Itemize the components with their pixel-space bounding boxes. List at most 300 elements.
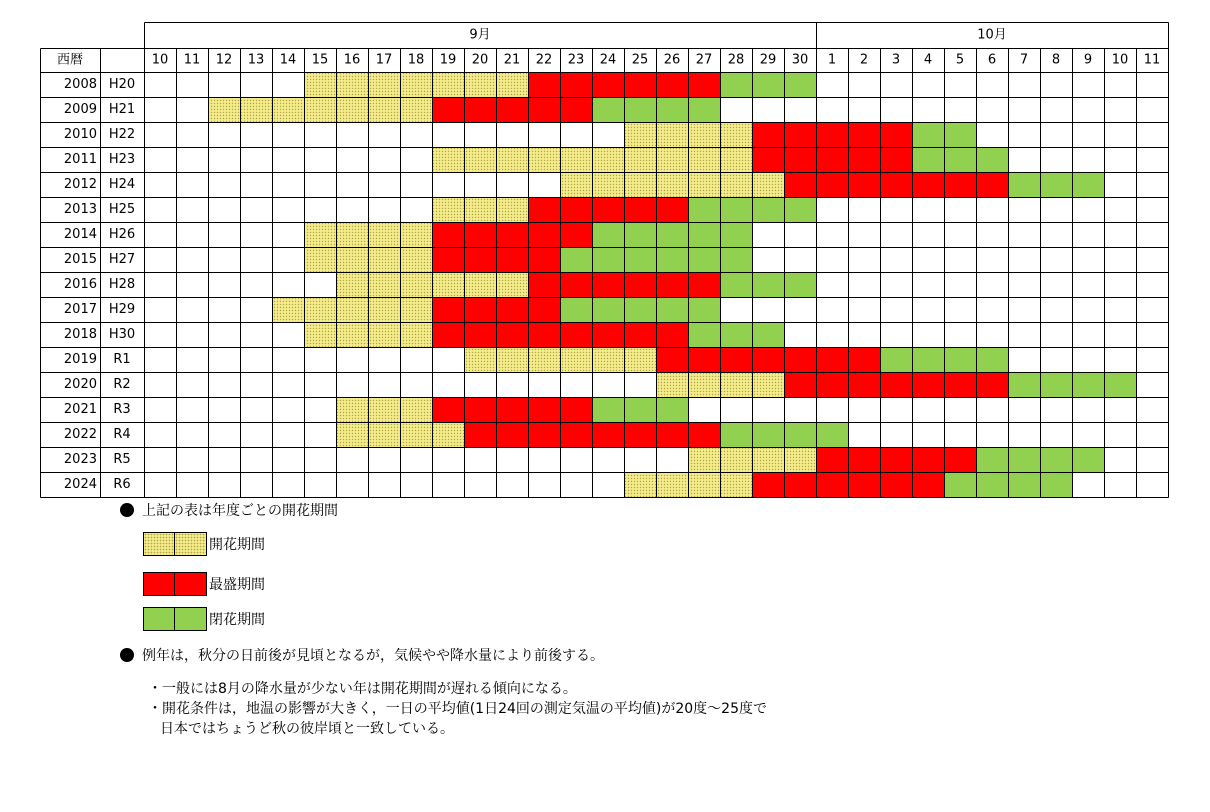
day-label: 30 <box>791 52 809 68</box>
note-bullet-1 <box>120 500 338 520</box>
legend-swatch-green <box>143 607 175 631</box>
peak-cell <box>720 347 752 372</box>
bloom-cell <box>272 297 304 322</box>
peak-cell <box>560 322 592 347</box>
bloom-cell <box>496 197 528 222</box>
bloom-cell <box>624 172 656 197</box>
bloom-cell <box>400 297 432 322</box>
era-label: H25 <box>108 202 136 217</box>
legend-red <box>143 572 265 596</box>
day-label: 25 <box>631 52 649 68</box>
closing-cell <box>656 397 688 422</box>
closing-cell <box>1104 372 1136 397</box>
year-label: 2021 <box>63 402 97 417</box>
note-bullet-2 <box>120 645 604 665</box>
bloom-cell <box>528 147 560 172</box>
bloom-cell <box>656 147 688 172</box>
bloom-cell <box>304 297 336 322</box>
bloom-cell <box>304 322 336 347</box>
bloom-cell <box>752 172 784 197</box>
day-label: 12 <box>215 52 233 68</box>
peak-cell <box>848 447 880 472</box>
peak-cell <box>464 322 496 347</box>
bloom-cell <box>560 347 592 372</box>
peak-cell <box>752 347 784 372</box>
closing-cell <box>976 447 1008 472</box>
bloom-cell <box>432 422 464 447</box>
bloom-cell <box>784 447 816 472</box>
era-label: R5 <box>113 452 131 467</box>
day-label: 20 <box>471 52 489 68</box>
peak-cell <box>624 422 656 447</box>
closing-cell <box>624 247 656 272</box>
day-label: 28 <box>727 52 745 68</box>
closing-cell <box>816 422 848 447</box>
peak-cell <box>752 147 784 172</box>
peak-cell <box>496 397 528 422</box>
bloom-cell <box>368 247 400 272</box>
peak-cell <box>688 347 720 372</box>
bloom-cell <box>336 297 368 322</box>
closing-cell <box>944 472 976 497</box>
bloom-cell <box>464 147 496 172</box>
day-label: 27 <box>695 52 713 68</box>
day-label: 22 <box>535 52 553 68</box>
year-label: 2017 <box>63 302 97 317</box>
bloom-cell <box>720 472 752 497</box>
peak-cell <box>880 447 912 472</box>
peak-cell <box>880 122 912 147</box>
bloom-cell <box>688 172 720 197</box>
closing-cell <box>976 472 1008 497</box>
peak-cell <box>816 172 848 197</box>
era-label: R3 <box>113 402 131 417</box>
note-sub-3: 日本ではちょうど秋の彼岸頃と一致している。 <box>160 721 454 737</box>
era-label: H21 <box>108 102 136 117</box>
bloom-cell <box>368 397 400 422</box>
peak-cell <box>880 472 912 497</box>
closing-cell <box>976 347 1008 372</box>
bloom-cell <box>688 472 720 497</box>
year-label: 2024 <box>63 477 97 492</box>
era-label: H29 <box>108 302 136 317</box>
era-label: H30 <box>108 327 136 342</box>
bloom-cell <box>240 97 272 122</box>
bloom-cell <box>368 97 400 122</box>
peak-cell <box>848 472 880 497</box>
day-label: 19 <box>439 52 457 68</box>
peak-cell <box>944 172 976 197</box>
closing-cell <box>1040 447 1072 472</box>
peak-cell <box>784 472 816 497</box>
day-label: 26 <box>663 52 681 68</box>
peak-cell <box>624 72 656 97</box>
legend-swatch-red <box>175 572 207 596</box>
peak-cell <box>432 247 464 272</box>
closing-cell <box>944 347 976 372</box>
bloom-cell <box>464 72 496 97</box>
bloom-cell <box>208 97 240 122</box>
note-sub-2: ・開花条件は，地温の影響が大きく，一日の平均値(1日24回の測定気温の平均値)が20度～25度で <box>148 701 767 717</box>
peak-cell <box>816 372 848 397</box>
closing-cell <box>624 97 656 122</box>
day-label: 18 <box>407 52 425 68</box>
bloom-cell <box>560 147 592 172</box>
bloom-cell <box>368 422 400 447</box>
legend-swatch-red <box>143 572 175 596</box>
bloom-cell <box>688 122 720 147</box>
peak-cell <box>496 222 528 247</box>
closing-cell <box>784 72 816 97</box>
closing-cell <box>1040 372 1072 397</box>
peak-cell <box>464 247 496 272</box>
peak-cell <box>816 347 848 372</box>
peak-cell <box>656 272 688 297</box>
day-label: 10 <box>151 52 169 68</box>
peak-cell <box>912 447 944 472</box>
peak-cell <box>560 72 592 97</box>
legend-swatch-yellow <box>143 532 175 556</box>
closing-cell <box>624 397 656 422</box>
peak-cell <box>496 422 528 447</box>
bloom-cell <box>720 447 752 472</box>
bloom-cell <box>752 372 784 397</box>
peak-cell <box>464 297 496 322</box>
bloom-cell <box>400 222 432 247</box>
peak-cell <box>592 72 624 97</box>
legend-label: 最盛期間 <box>209 577 265 593</box>
closing-cell <box>720 322 752 347</box>
bloom-cell <box>624 472 656 497</box>
closing-cell <box>784 272 816 297</box>
bloom-cell <box>432 197 464 222</box>
day-label: 3 <box>891 52 901 68</box>
peak-cell <box>784 172 816 197</box>
bloom-cell <box>656 472 688 497</box>
closing-cell <box>688 297 720 322</box>
peak-cell <box>848 147 880 172</box>
legend-label: 閉花期間 <box>209 612 265 628</box>
bloom-cell <box>400 422 432 447</box>
peak-cell <box>528 97 560 122</box>
legend-label: 開花期間 <box>209 537 265 553</box>
bullet-icon <box>120 648 134 662</box>
peak-cell <box>432 222 464 247</box>
peak-cell <box>592 422 624 447</box>
peak-cell <box>880 147 912 172</box>
bloom-cell <box>432 72 464 97</box>
bloom-cell <box>560 172 592 197</box>
year-label: 2020 <box>63 377 97 392</box>
bloom-cell <box>496 347 528 372</box>
era-label: H26 <box>108 227 136 242</box>
bloom-cell <box>400 397 432 422</box>
era-label: H22 <box>108 127 136 142</box>
closing-cell <box>752 422 784 447</box>
closing-cell <box>656 222 688 247</box>
peak-cell <box>656 72 688 97</box>
note-text-1: 上記の表は年度ごとの開花期間 <box>142 503 338 519</box>
closing-cell <box>720 222 752 247</box>
closing-cell <box>1072 172 1104 197</box>
year-label: 2011 <box>63 152 97 167</box>
bloom-cell <box>400 72 432 97</box>
day-label: 14 <box>279 52 297 68</box>
peak-cell <box>496 247 528 272</box>
peak-cell <box>912 472 944 497</box>
peak-cell <box>752 122 784 147</box>
closing-cell <box>1040 172 1072 197</box>
closing-cell <box>1008 472 1040 497</box>
bloom-cell <box>592 347 624 372</box>
closing-cell <box>688 322 720 347</box>
bloom-cell <box>336 272 368 297</box>
peak-cell <box>784 122 816 147</box>
peak-cell <box>784 372 816 397</box>
closing-cell <box>912 147 944 172</box>
peak-cell <box>592 322 624 347</box>
month-label-sep: 9月 <box>469 27 491 43</box>
day-label: 7 <box>1019 52 1029 68</box>
closing-cell <box>1072 447 1104 472</box>
peak-cell <box>432 97 464 122</box>
day-label: 17 <box>375 52 393 68</box>
peak-cell <box>432 397 464 422</box>
bloom-cell <box>624 147 656 172</box>
closing-cell <box>592 222 624 247</box>
day-label: 6 <box>987 52 997 68</box>
era-label: R2 <box>113 377 131 392</box>
bloom-cell <box>304 247 336 272</box>
era-label: H23 <box>108 152 136 167</box>
year-label: 2015 <box>63 252 97 267</box>
day-label: 13 <box>247 52 265 68</box>
day-label: 8 <box>1051 52 1061 68</box>
peak-cell <box>496 297 528 322</box>
bloom-cell <box>592 172 624 197</box>
day-label: 10 <box>1111 52 1129 68</box>
bloom-cell <box>720 172 752 197</box>
closing-cell <box>592 97 624 122</box>
closing-cell <box>592 397 624 422</box>
bloom-cell <box>272 97 304 122</box>
peak-cell <box>464 422 496 447</box>
peak-cell <box>816 447 848 472</box>
legend-green <box>143 607 265 631</box>
bloom-cell <box>720 122 752 147</box>
bloom-cell <box>336 397 368 422</box>
closing-cell <box>944 122 976 147</box>
bloom-cell <box>720 372 752 397</box>
day-label: 15 <box>311 52 329 68</box>
closing-cell <box>1008 172 1040 197</box>
peak-cell <box>560 97 592 122</box>
closing-cell <box>720 247 752 272</box>
closing-cell <box>720 72 752 97</box>
peak-cell <box>528 222 560 247</box>
bloom-cell <box>336 72 368 97</box>
closing-cell <box>976 147 1008 172</box>
closing-cell <box>944 147 976 172</box>
bloom-cell <box>400 97 432 122</box>
peak-cell <box>528 297 560 322</box>
closing-cell <box>656 297 688 322</box>
peak-cell <box>464 97 496 122</box>
peak-cell <box>688 272 720 297</box>
closing-cell <box>688 97 720 122</box>
peak-cell <box>656 197 688 222</box>
peak-cell <box>656 422 688 447</box>
peak-cell <box>848 347 880 372</box>
legend-yellow <box>143 532 265 556</box>
peak-cell <box>816 122 848 147</box>
day-label: 16 <box>343 52 361 68</box>
era-label: R1 <box>113 352 131 367</box>
peak-cell <box>528 397 560 422</box>
peak-cell <box>624 272 656 297</box>
peak-cell <box>592 197 624 222</box>
peak-cell <box>560 197 592 222</box>
bloom-cell <box>400 322 432 347</box>
closing-cell <box>560 297 592 322</box>
peak-cell <box>944 372 976 397</box>
closing-cell <box>720 197 752 222</box>
peak-cell <box>432 322 464 347</box>
bloom-cell <box>720 147 752 172</box>
closing-cell <box>1072 372 1104 397</box>
bloom-cell <box>624 122 656 147</box>
year-label: 2022 <box>63 427 97 442</box>
year-label: 2019 <box>63 352 97 367</box>
year-label: 2009 <box>63 102 97 117</box>
closing-cell <box>624 297 656 322</box>
peak-cell <box>880 172 912 197</box>
bloom-cell <box>336 222 368 247</box>
bloom-cell <box>432 272 464 297</box>
peak-cell <box>496 97 528 122</box>
closing-cell <box>688 247 720 272</box>
year-label: 2016 <box>63 277 97 292</box>
closing-cell <box>560 247 592 272</box>
bloom-cell <box>656 172 688 197</box>
bloom-cell <box>496 272 528 297</box>
day-label: 5 <box>955 52 965 68</box>
closing-cell <box>1040 472 1072 497</box>
day-label: 2 <box>859 52 869 68</box>
closing-cell <box>656 247 688 272</box>
bloom-cell <box>304 72 336 97</box>
peak-cell <box>912 372 944 397</box>
peak-cell <box>528 322 560 347</box>
peak-cell <box>816 472 848 497</box>
bloom-cell <box>336 247 368 272</box>
bloom-cell <box>688 372 720 397</box>
closing-cell <box>688 197 720 222</box>
bloom-cell <box>336 322 368 347</box>
year-label: 2013 <box>63 202 97 217</box>
bloom-cell <box>464 197 496 222</box>
closing-cell <box>656 97 688 122</box>
era-label: H20 <box>108 77 136 92</box>
peak-cell <box>688 422 720 447</box>
peak-cell <box>848 122 880 147</box>
peak-cell <box>528 72 560 97</box>
day-label: 9 <box>1083 52 1093 68</box>
closing-cell <box>784 197 816 222</box>
bloom-cell <box>528 347 560 372</box>
year-label: 2012 <box>63 177 97 192</box>
closing-cell <box>592 297 624 322</box>
peak-cell <box>464 222 496 247</box>
peak-cell <box>944 447 976 472</box>
bloom-cell <box>336 422 368 447</box>
day-label: 21 <box>503 52 521 68</box>
note-sub-1: ・一般には8月の降水量が少ない年は開花期間が遅れる傾向になる。 <box>148 681 577 697</box>
closing-cell <box>880 347 912 372</box>
closing-cell <box>752 197 784 222</box>
bloom-cell <box>496 72 528 97</box>
legend-swatch-green <box>175 607 207 631</box>
year-label: 2018 <box>63 327 97 342</box>
bullet-icon <box>120 503 134 517</box>
bloom-cell <box>304 97 336 122</box>
era-label: R4 <box>113 427 131 442</box>
peak-cell <box>560 397 592 422</box>
peak-cell <box>752 472 784 497</box>
year-label: 2014 <box>63 227 97 242</box>
bloom-cell <box>368 222 400 247</box>
peak-cell <box>976 372 1008 397</box>
peak-cell <box>560 422 592 447</box>
day-label: 24 <box>599 52 617 68</box>
legend-swatch-yellow <box>175 532 207 556</box>
peak-cell <box>528 272 560 297</box>
bloom-cell <box>496 147 528 172</box>
closing-cell <box>784 422 816 447</box>
peak-cell <box>528 422 560 447</box>
closing-cell <box>752 322 784 347</box>
closing-cell <box>720 272 752 297</box>
peak-cell <box>880 372 912 397</box>
closing-cell <box>624 222 656 247</box>
bloom-cell <box>400 272 432 297</box>
year-label: 2008 <box>63 77 97 92</box>
bloom-cell <box>432 147 464 172</box>
closing-cell <box>752 272 784 297</box>
peak-cell <box>560 222 592 247</box>
closing-cell <box>752 72 784 97</box>
bloom-cell <box>688 447 720 472</box>
closing-cell <box>912 122 944 147</box>
peak-cell <box>496 322 528 347</box>
closing-cell <box>1008 447 1040 472</box>
peak-cell <box>784 147 816 172</box>
day-label: 23 <box>567 52 585 68</box>
bloom-cell <box>624 347 656 372</box>
closing-cell <box>720 422 752 447</box>
era-label: R6 <box>113 477 131 492</box>
peak-cell <box>592 272 624 297</box>
peak-cell <box>912 172 944 197</box>
bloom-cell <box>656 372 688 397</box>
bloom-cell <box>688 147 720 172</box>
peak-cell <box>528 197 560 222</box>
peak-cell <box>624 197 656 222</box>
peak-cell <box>560 272 592 297</box>
peak-cell <box>688 72 720 97</box>
day-label: 11 <box>183 52 201 68</box>
bloom-cell <box>304 222 336 247</box>
